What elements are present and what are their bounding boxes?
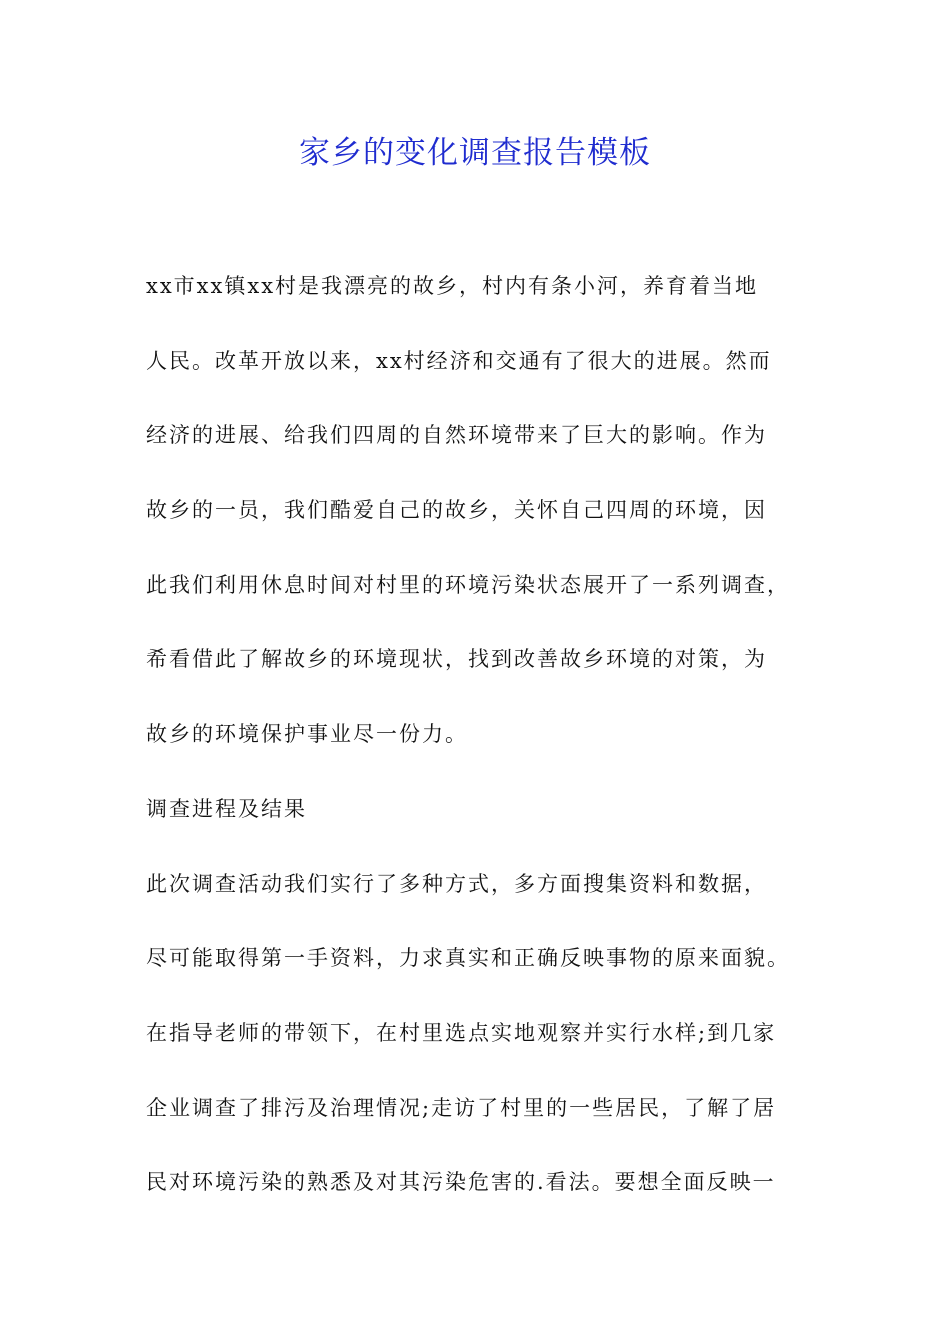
body-line-2: 人民。改革开放以来，xx村经济和交通有了很大的进展。然而 (146, 348, 772, 373)
body-line-1: xx市xx镇xx村是我漂亮的故乡，村内有条小河，养育着当地 (146, 274, 759, 298)
body-line-11: 在指导老师的带领下，在村里选点实地观察并实行水样;到几家 (146, 1020, 777, 1045)
body-line-12: 企业调查了排污及治理情况;走访了村里的一些居民，了解了居 (146, 1095, 777, 1120)
body-line-6: 希看借此了解故乡的环境现状，找到改善故乡环境的对策，为 (146, 647, 767, 672)
section-heading: 调查进程及结果 (146, 796, 307, 821)
body-line-9: 此次调查活动我们实行了多种方式，多方面搜集资料和数据， (146, 871, 767, 896)
body-line-5: 此我们利用休息时间对村里的环境污染状态展开了一系列调查， (146, 572, 790, 597)
body-line-10: 尽可能取得第一手资料，力求真实和正确反映事物的原来面貌。 (146, 946, 790, 971)
document-body (146, 262, 826, 1233)
body-line-7: 故乡的环境保护事业尽一份力。 (146, 722, 468, 747)
body-line-13: 民对环境污染的熟悉及对其污染危害的.看法。要想全面反映一 (146, 1170, 776, 1195)
body-line-4: 故乡的一员，我们酷爱自己的故乡，关怀自己四周的环境，因 (146, 498, 767, 523)
body-line-3: 经济的进展、给我们四周的自然环境带来了巨大的影响。作为 (146, 423, 767, 448)
document-title: 家乡的变化调查报告模板 (299, 135, 651, 171)
